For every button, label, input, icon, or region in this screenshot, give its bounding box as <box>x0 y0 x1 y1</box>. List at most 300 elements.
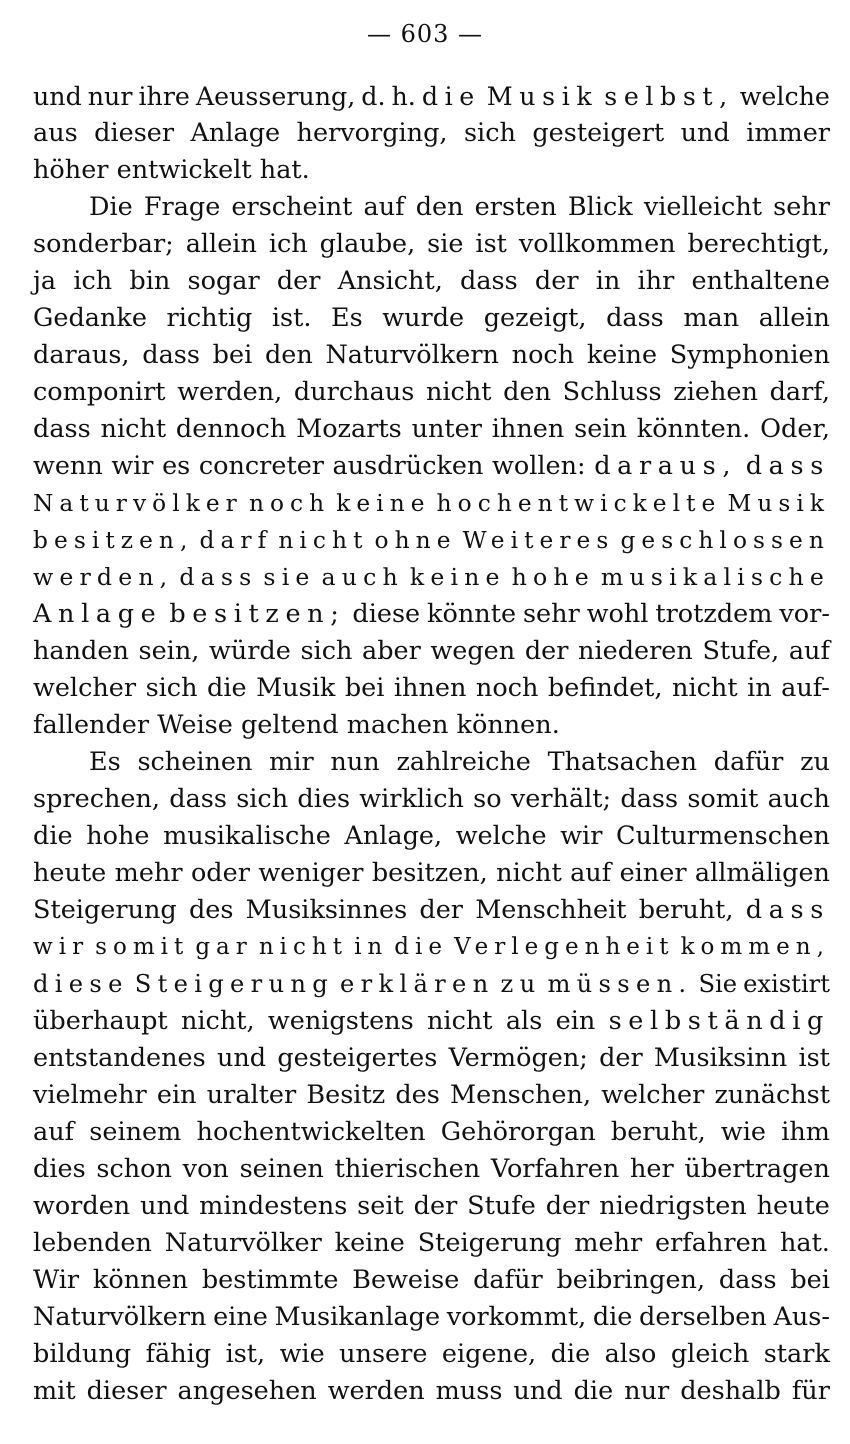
word: geschlossen <box>620 527 830 554</box>
word: sich <box>145 673 198 703</box>
word: des <box>188 895 234 925</box>
word: Naturvölker <box>164 1228 322 1258</box>
word: die <box>421 82 481 111</box>
word: immer <box>746 118 830 148</box>
word: Besitz <box>306 1080 386 1110</box>
word: dass <box>142 340 200 370</box>
word: Stufe, <box>702 636 780 666</box>
word: richtig <box>166 303 253 333</box>
word: nicht <box>100 414 167 444</box>
word: ein <box>555 1006 596 1036</box>
word: mindestens <box>199 1191 348 1221</box>
text-line <box>33 78 830 115</box>
word: würde <box>208 636 291 666</box>
word: können. <box>456 710 560 740</box>
word: wir <box>111 451 154 481</box>
word: in <box>354 934 389 960</box>
word: schon <box>96 1154 172 1184</box>
word: selbst, <box>604 82 734 111</box>
word: könnten. <box>636 414 751 444</box>
text-line <box>33 1151 830 1188</box>
word: wegen <box>430 636 516 666</box>
word: Anlage, <box>344 821 443 851</box>
word: könnte <box>427 599 517 629</box>
word: dieser <box>86 1376 167 1406</box>
word: seinem <box>89 1117 182 1147</box>
word: Ansicht, <box>337 266 443 296</box>
word: höher <box>33 155 109 185</box>
word: ersten <box>474 192 557 222</box>
word: concreter <box>198 451 324 481</box>
word: existirt <box>743 970 830 998</box>
word: allein <box>185 229 257 259</box>
word: wenigstens <box>267 1006 414 1036</box>
word: seinen <box>239 1154 324 1184</box>
word: mehr <box>114 858 183 888</box>
word: uralter <box>206 1080 297 1110</box>
word: noch <box>475 673 539 703</box>
word: geltend <box>240 710 339 740</box>
word: der <box>413 1191 458 1221</box>
word: einer <box>619 858 687 888</box>
word: auf <box>363 192 405 222</box>
word: zu <box>500 970 542 998</box>
word: vorkommt, <box>446 1302 587 1332</box>
word: wirklich <box>359 784 464 814</box>
word: hochentwickelte <box>436 490 722 517</box>
word: der <box>545 1191 590 1221</box>
word: gesteigertes <box>277 1043 438 1073</box>
word: auf <box>33 1117 75 1147</box>
word: aus <box>33 118 78 148</box>
word: ist, <box>225 1339 266 1369</box>
word: und <box>140 1191 190 1221</box>
word: Mozarts <box>296 414 402 444</box>
word: dass <box>460 266 518 296</box>
word: dafür <box>473 1265 543 1295</box>
word: Sie <box>698 970 738 998</box>
word: hohe <box>86 821 150 851</box>
word: die <box>573 1376 614 1406</box>
word: bei <box>790 1265 830 1295</box>
word: bildung <box>33 1339 132 1369</box>
word: Symphonien <box>669 340 830 370</box>
text-line <box>33 152 830 189</box>
word: auf- <box>781 673 830 703</box>
text-line <box>33 1373 830 1410</box>
word: hat. <box>259 155 310 185</box>
word: her <box>629 1154 674 1184</box>
text-line <box>33 300 830 337</box>
word: des <box>395 1080 440 1110</box>
word: hochentwickelten <box>196 1117 426 1147</box>
word: Schluss <box>562 377 662 407</box>
word: nun <box>330 747 380 777</box>
word: dass <box>620 784 679 814</box>
text-line <box>33 1040 830 1077</box>
word: nicht, <box>180 1006 255 1036</box>
word: Beweise <box>352 1265 460 1295</box>
text-line <box>33 818 830 855</box>
word: Vorfahren <box>490 1154 620 1184</box>
word: ich <box>268 229 308 259</box>
word: nur <box>87 82 133 111</box>
word: der <box>599 1043 643 1073</box>
word: welche <box>739 82 830 111</box>
word: unsere <box>339 1339 428 1369</box>
text-line <box>33 929 830 966</box>
word: wir <box>560 821 603 851</box>
word: dennoch <box>175 414 287 444</box>
word: Steigerung <box>33 895 177 925</box>
word: componirt <box>33 377 166 407</box>
word: ihre <box>138 82 190 111</box>
word: Blick <box>567 192 633 222</box>
word: ein <box>156 1080 197 1110</box>
word: beruht, <box>638 895 734 925</box>
text-line <box>33 1336 830 1373</box>
word: ich <box>73 266 113 296</box>
word: d. <box>361 82 386 111</box>
text-line <box>33 559 830 596</box>
word: keine <box>586 340 658 370</box>
page-number: — 603 — <box>366 20 484 48</box>
word: sehr <box>773 192 830 222</box>
text-line <box>33 633 830 670</box>
word: dass <box>718 1265 777 1295</box>
word: dafür <box>713 747 784 777</box>
word: werden, <box>177 377 283 407</box>
word: seit <box>357 1191 404 1221</box>
word: entstandenes <box>33 1043 206 1073</box>
word: weniger <box>258 858 364 888</box>
word: dass <box>606 303 664 333</box>
word: vielmehr <box>33 1080 147 1110</box>
text-line <box>33 1003 830 1040</box>
word: der <box>276 266 321 296</box>
word: als <box>505 1006 543 1036</box>
word: Stufe <box>467 1191 536 1221</box>
word: wie <box>279 1339 325 1369</box>
word: ja <box>33 266 57 296</box>
word: stark <box>763 1339 830 1369</box>
word: niederen <box>578 636 693 666</box>
word: in <box>595 266 621 296</box>
word: oder <box>190 858 250 888</box>
text-line <box>33 892 830 929</box>
word: ziehen <box>673 377 758 407</box>
word: hat. <box>779 1228 830 1258</box>
word: somit <box>687 784 759 814</box>
word: darf, <box>769 377 830 407</box>
text-line <box>33 115 830 152</box>
word: sprechen, <box>33 784 161 814</box>
word: Aus- <box>773 1302 830 1332</box>
word: besitzen, <box>371 858 488 888</box>
word: sehr <box>522 599 580 629</box>
word: Menschheit <box>475 895 627 925</box>
word: lebenden <box>33 1228 152 1258</box>
word: Anlage <box>190 118 281 148</box>
word: Weiteres <box>462 527 615 554</box>
word: werden <box>327 1376 425 1406</box>
word: worden <box>33 1191 131 1221</box>
word: Es <box>331 303 363 333</box>
word: daraus, <box>594 451 738 481</box>
word: dass <box>169 784 227 814</box>
word: Steigerung <box>417 1228 562 1258</box>
word: der <box>419 895 463 925</box>
word: befindet, <box>547 673 663 703</box>
word: Musiksinnes <box>245 895 408 925</box>
word: die <box>550 1339 591 1369</box>
word: den <box>264 340 313 370</box>
text-line <box>33 1225 830 1262</box>
text-line <box>33 263 830 300</box>
word: durchaus <box>293 377 415 407</box>
word: beibringen, <box>556 1265 706 1295</box>
word: in <box>747 673 772 703</box>
word: musikalische <box>163 821 331 851</box>
word: berechtigt, <box>687 229 830 259</box>
word: übertragen <box>684 1154 830 1184</box>
word: derselben <box>639 1302 767 1332</box>
word: niedrigsten <box>599 1191 747 1221</box>
word: dies <box>33 1154 86 1184</box>
word: die <box>33 821 73 851</box>
text-line <box>33 522 830 559</box>
text-line <box>33 448 830 485</box>
word: sich <box>236 784 289 814</box>
word: Musikanlage <box>274 1302 441 1332</box>
word: Frage <box>143 192 221 222</box>
word: können <box>92 1265 189 1295</box>
word: wenn <box>33 451 103 481</box>
word: allmäligen <box>694 858 830 888</box>
text-line <box>33 1299 830 1336</box>
body-text <box>33 78 830 1410</box>
word: also <box>604 1339 657 1369</box>
text-line <box>33 1077 830 1114</box>
word: bei <box>212 340 253 370</box>
word: die <box>592 1302 633 1332</box>
word: musikalische <box>600 563 830 591</box>
word: trotzdem <box>655 599 773 629</box>
word: wollen: <box>492 451 586 481</box>
word: selbständig <box>608 1006 830 1036</box>
word: keine <box>334 1228 405 1258</box>
word: Culturmenschen <box>616 821 830 851</box>
word: nicht <box>258 934 349 960</box>
word: zu <box>800 747 830 777</box>
word: auf <box>570 858 612 888</box>
text-line <box>33 226 830 263</box>
text-line <box>33 855 830 892</box>
word: allein <box>758 303 830 333</box>
word: auf <box>788 636 830 666</box>
word: erfahren <box>655 1228 768 1258</box>
word: ist. <box>271 303 312 333</box>
word: h. <box>391 82 416 111</box>
word: zunächst <box>714 1080 830 1110</box>
word: scheinen <box>137 747 253 777</box>
word: dass <box>33 414 91 444</box>
word: vor- <box>779 599 830 629</box>
word: glaube, <box>319 229 416 259</box>
word: erscheint <box>231 192 353 222</box>
word: erklären <box>340 970 495 998</box>
word: kommen, <box>680 934 830 960</box>
word: der <box>534 266 579 296</box>
word: diese <box>33 970 129 998</box>
text-line <box>33 596 830 633</box>
word: heute <box>33 858 107 888</box>
word: ohne <box>374 527 457 554</box>
word: ihnen <box>491 414 565 444</box>
word: Wir <box>33 1265 80 1295</box>
word: besitzen, <box>33 527 194 554</box>
word: nicht <box>278 527 369 554</box>
word: und <box>33 82 82 111</box>
word: wohl <box>586 599 649 629</box>
word: und <box>680 118 730 148</box>
word: ist <box>798 1043 830 1073</box>
word: mir <box>269 747 314 777</box>
word: sich <box>300 636 353 666</box>
word: Vermögen; <box>448 1043 588 1073</box>
word: dies <box>297 784 351 814</box>
word: muss <box>435 1376 503 1406</box>
text-line <box>33 411 830 448</box>
word: die <box>394 934 449 960</box>
word: den <box>415 192 464 222</box>
text-line <box>33 670 830 707</box>
word: eigene, <box>441 1339 537 1369</box>
word: dass <box>745 451 830 481</box>
word: Musik <box>256 673 336 703</box>
word: Die <box>89 192 133 222</box>
word: diese <box>352 599 421 629</box>
word: so <box>473 784 502 814</box>
text-line <box>33 374 830 411</box>
text-line <box>33 189 830 226</box>
word: gezeigt, <box>483 303 587 333</box>
text-line <box>33 485 830 522</box>
word: thierischen <box>334 1154 481 1184</box>
word: nur <box>624 1376 670 1406</box>
word: gleich <box>670 1339 750 1369</box>
word: machen <box>346 710 449 740</box>
word: den <box>503 377 551 407</box>
word: sein <box>574 414 627 444</box>
word: aber <box>362 636 421 666</box>
word: wie <box>720 1117 766 1147</box>
word: werden, <box>33 563 174 591</box>
word: ihr <box>637 266 675 296</box>
word: vollkommen <box>518 229 676 259</box>
word: noch <box>511 340 575 370</box>
word: überhaupt <box>33 1006 168 1036</box>
word: handen <box>33 636 129 666</box>
word: Verlegenheit <box>454 934 675 960</box>
word: heute <box>756 1191 830 1221</box>
word: nicht <box>425 377 492 407</box>
word: ihm <box>781 1117 830 1147</box>
word: wir <box>33 934 90 960</box>
word: noch <box>248 490 331 517</box>
word: die <box>207 673 247 703</box>
word: von <box>182 1154 229 1184</box>
word: Gedanke <box>33 303 147 333</box>
word: dieser <box>94 118 175 148</box>
word: mit <box>33 1376 76 1406</box>
text-line <box>33 1262 830 1299</box>
word: nicht <box>496 858 562 888</box>
text-line <box>33 707 830 744</box>
text-line <box>33 744 830 781</box>
word: Gehörorgan <box>440 1117 596 1147</box>
word: welche <box>455 821 547 851</box>
word: und <box>513 1376 563 1406</box>
word: Naturvölkern <box>33 1302 207 1332</box>
word: ist <box>475 229 507 259</box>
word: es <box>162 451 191 481</box>
word: Steigerung <box>134 970 335 998</box>
word: daraus, <box>33 340 130 370</box>
word: und <box>216 1043 267 1073</box>
word: dass <box>179 563 258 591</box>
word: Musik <box>727 490 830 517</box>
word: gar <box>195 934 253 960</box>
word: somit <box>95 934 190 960</box>
word: keine <box>336 490 431 517</box>
word: sonderbar; <box>33 229 174 259</box>
word: bei <box>344 673 385 703</box>
text-line <box>33 966 830 1003</box>
word: ihnen <box>393 673 467 703</box>
word: Naturvölkern <box>325 340 499 370</box>
word: Naturvölker <box>33 490 243 517</box>
word: Thatsachen <box>547 747 698 777</box>
word: dass <box>745 895 830 925</box>
word: keine <box>409 563 506 591</box>
word: entwickelt <box>116 155 252 185</box>
text-line <box>33 337 830 374</box>
word: eine <box>213 1302 268 1332</box>
word: Aeusserung, <box>195 82 356 111</box>
word: welcher <box>33 673 137 703</box>
word: auch <box>321 563 404 591</box>
word: verhält; <box>510 784 612 814</box>
word: beruht, <box>610 1117 706 1147</box>
word: der <box>524 636 569 666</box>
word: Musiksinn <box>653 1043 788 1073</box>
word: hohe <box>511 563 595 591</box>
word: vielleicht <box>643 192 762 222</box>
word: Musik <box>486 82 599 111</box>
word: sie <box>427 229 464 259</box>
text-line <box>33 1188 830 1225</box>
text-line <box>33 781 830 818</box>
word: wurde <box>382 303 465 333</box>
word: Weise <box>157 710 233 740</box>
word: sein, <box>138 636 200 666</box>
word: nicht <box>427 1006 493 1036</box>
word: Anlage <box>33 599 163 629</box>
word: deshalb <box>680 1376 781 1406</box>
word: sie <box>263 563 316 591</box>
word: ausdrücken <box>332 451 484 481</box>
